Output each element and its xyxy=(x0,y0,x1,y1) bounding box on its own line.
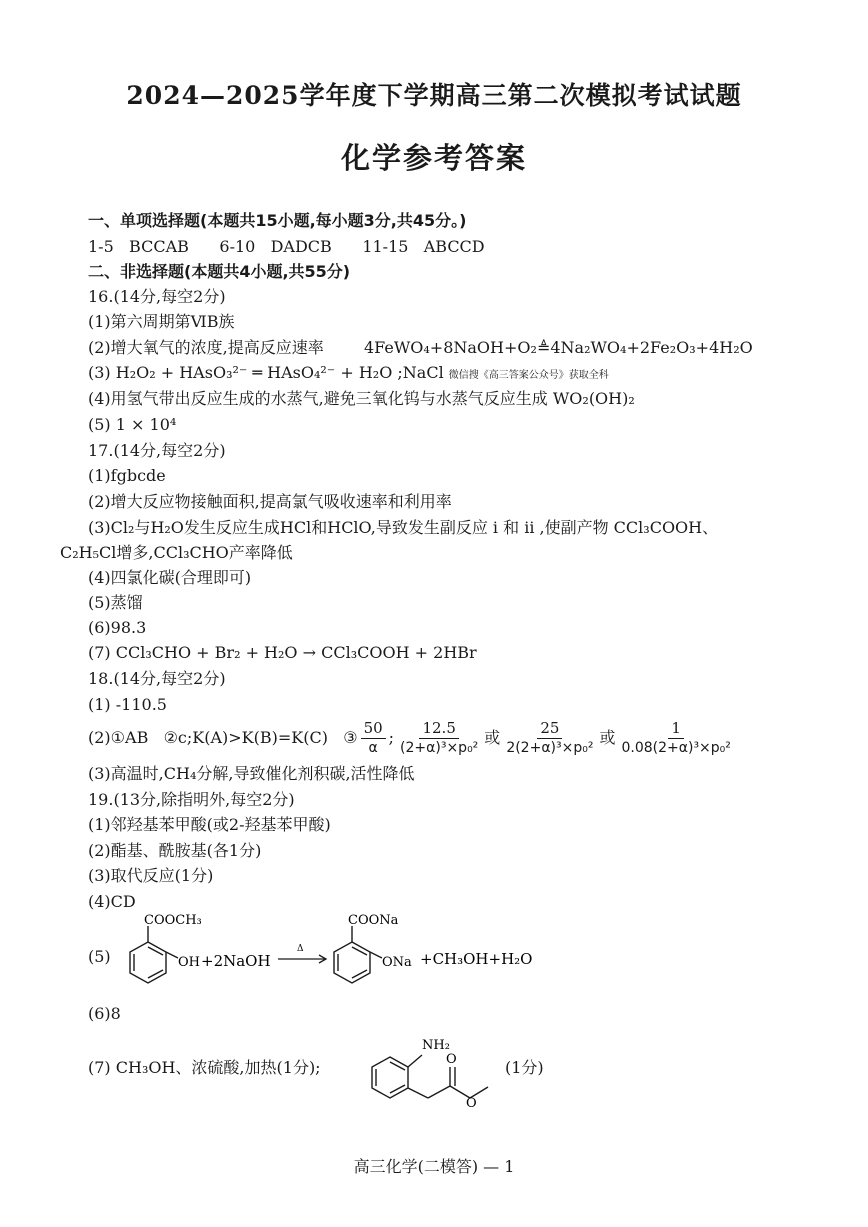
q16-a1: (1)第六周期第ⅥB族 xyxy=(88,312,235,331)
q17-a7: (7) CCl₃CHO + Br₂ + H₂O → CCl₃COOH + 2HBr xyxy=(88,643,477,662)
q18-fraction-2: $\frac{12.5}{\text{(2+α)³×p₀²}}$ xyxy=(400,718,479,756)
q19-a1: (1)邻羟基苯甲酸(或2-羟基苯甲酸) xyxy=(88,815,331,834)
q19-a2: (2)酯基、酰胺基(各1分) xyxy=(88,841,262,860)
q18-head: 18.(14分,每空2分) xyxy=(88,669,226,688)
q17-a3-line2: C₂H₅Cl增多,CCl₃CHO产率降低 xyxy=(60,543,293,562)
reactant-substituent-hydroxyl: OH xyxy=(178,955,200,970)
q16-a5: (5) 1 × 10⁴ xyxy=(88,415,177,434)
q16-a2-eq-arrow: ≜ xyxy=(536,338,551,357)
q18-fraction-3: $\frac{25}{\text{2(2+α)³×p₀²}}$ xyxy=(506,718,594,756)
structure-benzene-ring xyxy=(372,1055,488,1098)
q17-a1: (1)fgbcde xyxy=(88,466,166,485)
q19-a3: (3)取代反应(1分) xyxy=(88,866,214,885)
product-substituent-phenoxide: ONa xyxy=(382,955,412,970)
page-subtitle: 化学参考答案 xyxy=(340,141,527,175)
product-substituent-carboxylate: COONa xyxy=(348,913,399,928)
q16-a3-note: 微信搜《高三答案公众号》获取全科 xyxy=(448,370,609,381)
q18-a3: (3)高温时,CH₄分解,导致催化剂积碳,活性降低 xyxy=(88,764,415,783)
q19-head: 19.(13分,除指明外,每空2分) xyxy=(88,790,295,809)
q19-a7-text: (7) CH₃OH、浓硫酸,加热(1分); xyxy=(88,1058,321,1077)
q18-or-2: 或 xyxy=(599,728,616,747)
q18-fraction-1: $\frac{50}{\alpha}$ xyxy=(361,720,386,757)
q19-a7-score: (1分) xyxy=(505,1058,544,1077)
q16-a2-eq-left: 4FeWO₄+8NaOH+O₂ xyxy=(363,338,537,357)
q16-a2-eq-right: 4Na₂WO₄+2Fe₂O₃+4H₂O xyxy=(550,338,753,357)
q18-a2 xyxy=(88,718,737,758)
q18-sep: ; xyxy=(388,728,395,747)
page-title: 2024—2025学年度下学期高三第二次模拟考试试题 xyxy=(126,81,742,110)
q17-a5: (5)蒸馏 xyxy=(88,593,143,612)
reactant-benzene-ring xyxy=(130,926,178,983)
product-benzene-ring xyxy=(334,926,382,983)
q17-a4: (4)四氯化碳(合理即可) xyxy=(88,568,252,587)
structure-carbonyl-oxygen: O xyxy=(446,1052,457,1067)
reactant-substituent-ester: COOCH₃ xyxy=(144,913,202,928)
q16-a2-text: (2)增大氧气的浓度,提高反应速率 xyxy=(88,338,324,357)
q16-a3-text: (3) H₂O₂ + HAsO₃²⁻ ═ HAsO₄²⁻ + H₂O ;NaCl xyxy=(88,363,444,382)
q18-fraction-4: $\frac{1}{\text{0.08(2+α)³×p₀²}}$ xyxy=(621,718,731,756)
structure-amino-group: NH₂ xyxy=(422,1038,450,1053)
q17-a6: (6)98.3 xyxy=(88,618,147,637)
q17-a3-line1: (3)Cl₂与H₂O发生反应生成HCl和HClO,导致发生副反应 ⅰ 和 ⅱ ,使副产物 CCl₃COOH、 xyxy=(88,518,719,537)
reaction-arrow xyxy=(278,955,326,963)
product-byproducts: +CH₃OH+H₂O xyxy=(420,950,533,968)
section2-heading: 二、非选择题(本题共4小题,共55分) xyxy=(88,262,351,281)
choice-answers: 1-5 BCCAB 6-10 DADCB 11-15 ABCCD xyxy=(88,237,485,256)
q17-head: 17.(14分,每空2分) xyxy=(88,441,226,460)
q19-a5-label: (5) xyxy=(88,947,111,966)
section1-heading: 一、单项选择题(本题共15小题,每小题3分,共45分。) xyxy=(88,211,467,230)
q18-a2-prefix: (2)①AB ②c;K(A)>K(B)=K(C) ③ xyxy=(88,728,358,747)
q18-a1: (1) -110.5 xyxy=(88,695,167,714)
q16-a2 xyxy=(88,337,753,359)
page-footer: 高三化学(二模答) — 1 xyxy=(353,1157,515,1176)
q17-a2: (2)增大反应物接触面积,提高氯气吸收速率和利用率 xyxy=(88,492,452,511)
reagent-naoh: +2NaOH xyxy=(201,952,271,970)
q16-a3 xyxy=(88,362,609,387)
q19-a6: (6)8 xyxy=(88,1004,121,1023)
q16-a4: (4)用氢气带出反应生成的水蒸气,避免三氧化钨与水蒸气反应生成 WO₂(OH)₂ xyxy=(88,389,635,408)
q19-a4: (4)CD xyxy=(88,892,136,911)
condition-heat: Δ xyxy=(297,944,304,954)
structure-ester-oxygen: O xyxy=(466,1096,477,1111)
q16-head: 16.(14分,每空2分) xyxy=(88,287,226,306)
q19-reaction-scheme xyxy=(120,910,550,1002)
q18-or-1: 或 xyxy=(484,728,501,747)
